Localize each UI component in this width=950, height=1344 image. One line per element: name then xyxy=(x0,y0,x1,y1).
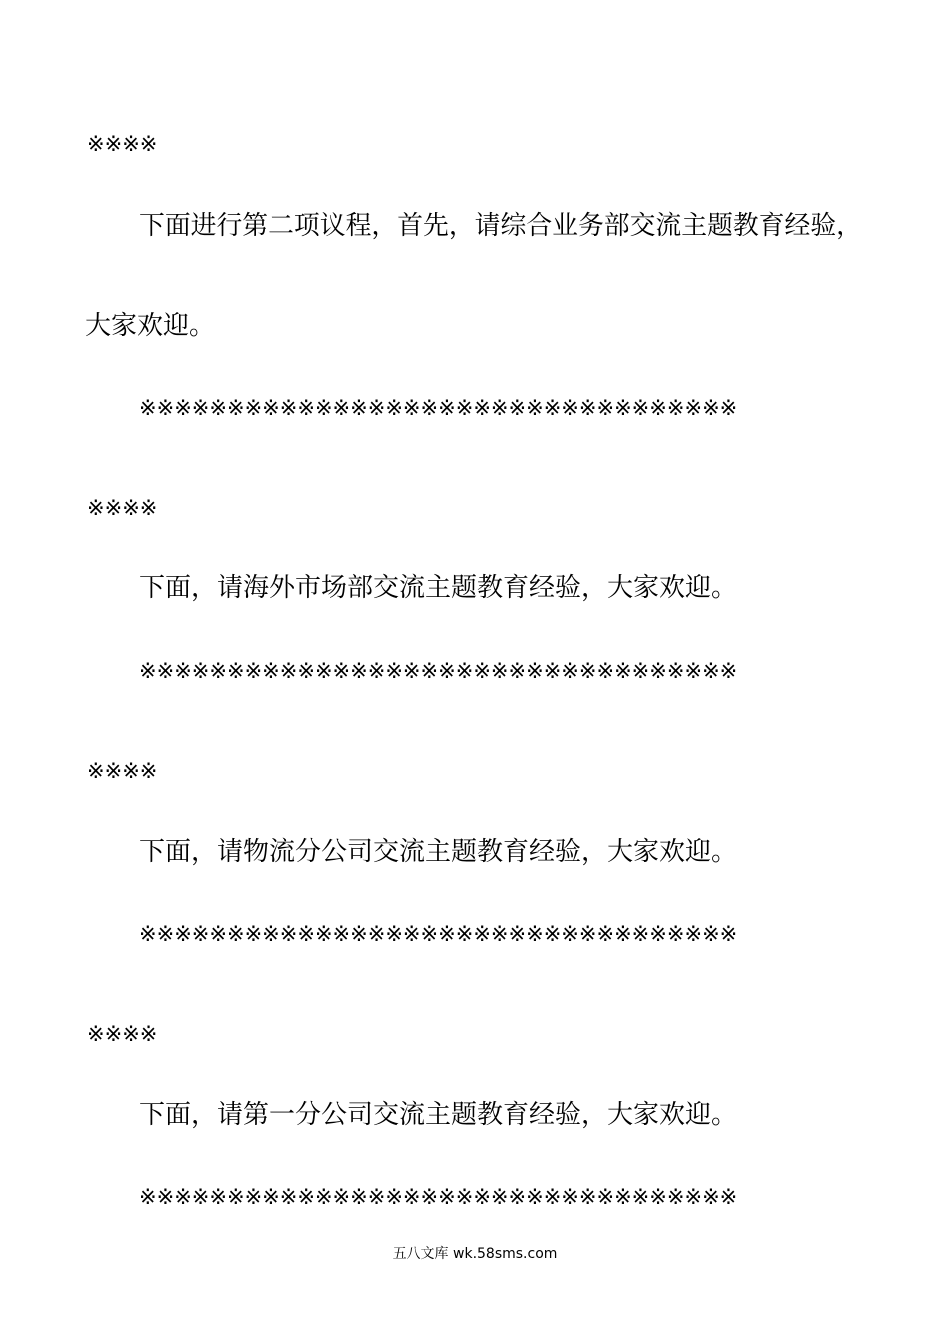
symbol-line: ※※※※ xyxy=(87,496,158,520)
symbol-line: ※※※※※※※※※※※※※※※※※※※※※※※※※※※※※※※※※※ xyxy=(139,659,738,683)
symbol-line: ※※※※※※※※※※※※※※※※※※※※※※※※※※※※※※※※※※ xyxy=(139,1185,738,1209)
paragraph-line: 下面，请物流分公司交流主题教育经验，大家欢迎。 xyxy=(139,837,738,867)
symbol-line: ※※※※ xyxy=(87,1022,158,1046)
symbol-line: ※※※※※※※※※※※※※※※※※※※※※※※※※※※※※※※※※※ xyxy=(139,922,738,946)
paragraph-line: 大家欢迎。 xyxy=(85,311,216,341)
symbol-line: ※※※※ xyxy=(87,132,158,156)
paragraph-line: 下面，请海外市场部交流主题教育经验，大家欢迎。 xyxy=(139,573,738,603)
paragraph-line: 下面进行第二项议程，首先，请综合业务部交流主题教育经验， xyxy=(139,211,863,241)
symbol-line: ※※※※ xyxy=(87,759,158,783)
paragraph-line: 下面，请第一分公司交流主题教育经验，大家欢迎。 xyxy=(139,1100,738,1130)
footer-watermark: 五八文库 wk.58sms.com xyxy=(392,1246,558,1262)
symbol-line: ※※※※※※※※※※※※※※※※※※※※※※※※※※※※※※※※※※ xyxy=(139,396,738,420)
